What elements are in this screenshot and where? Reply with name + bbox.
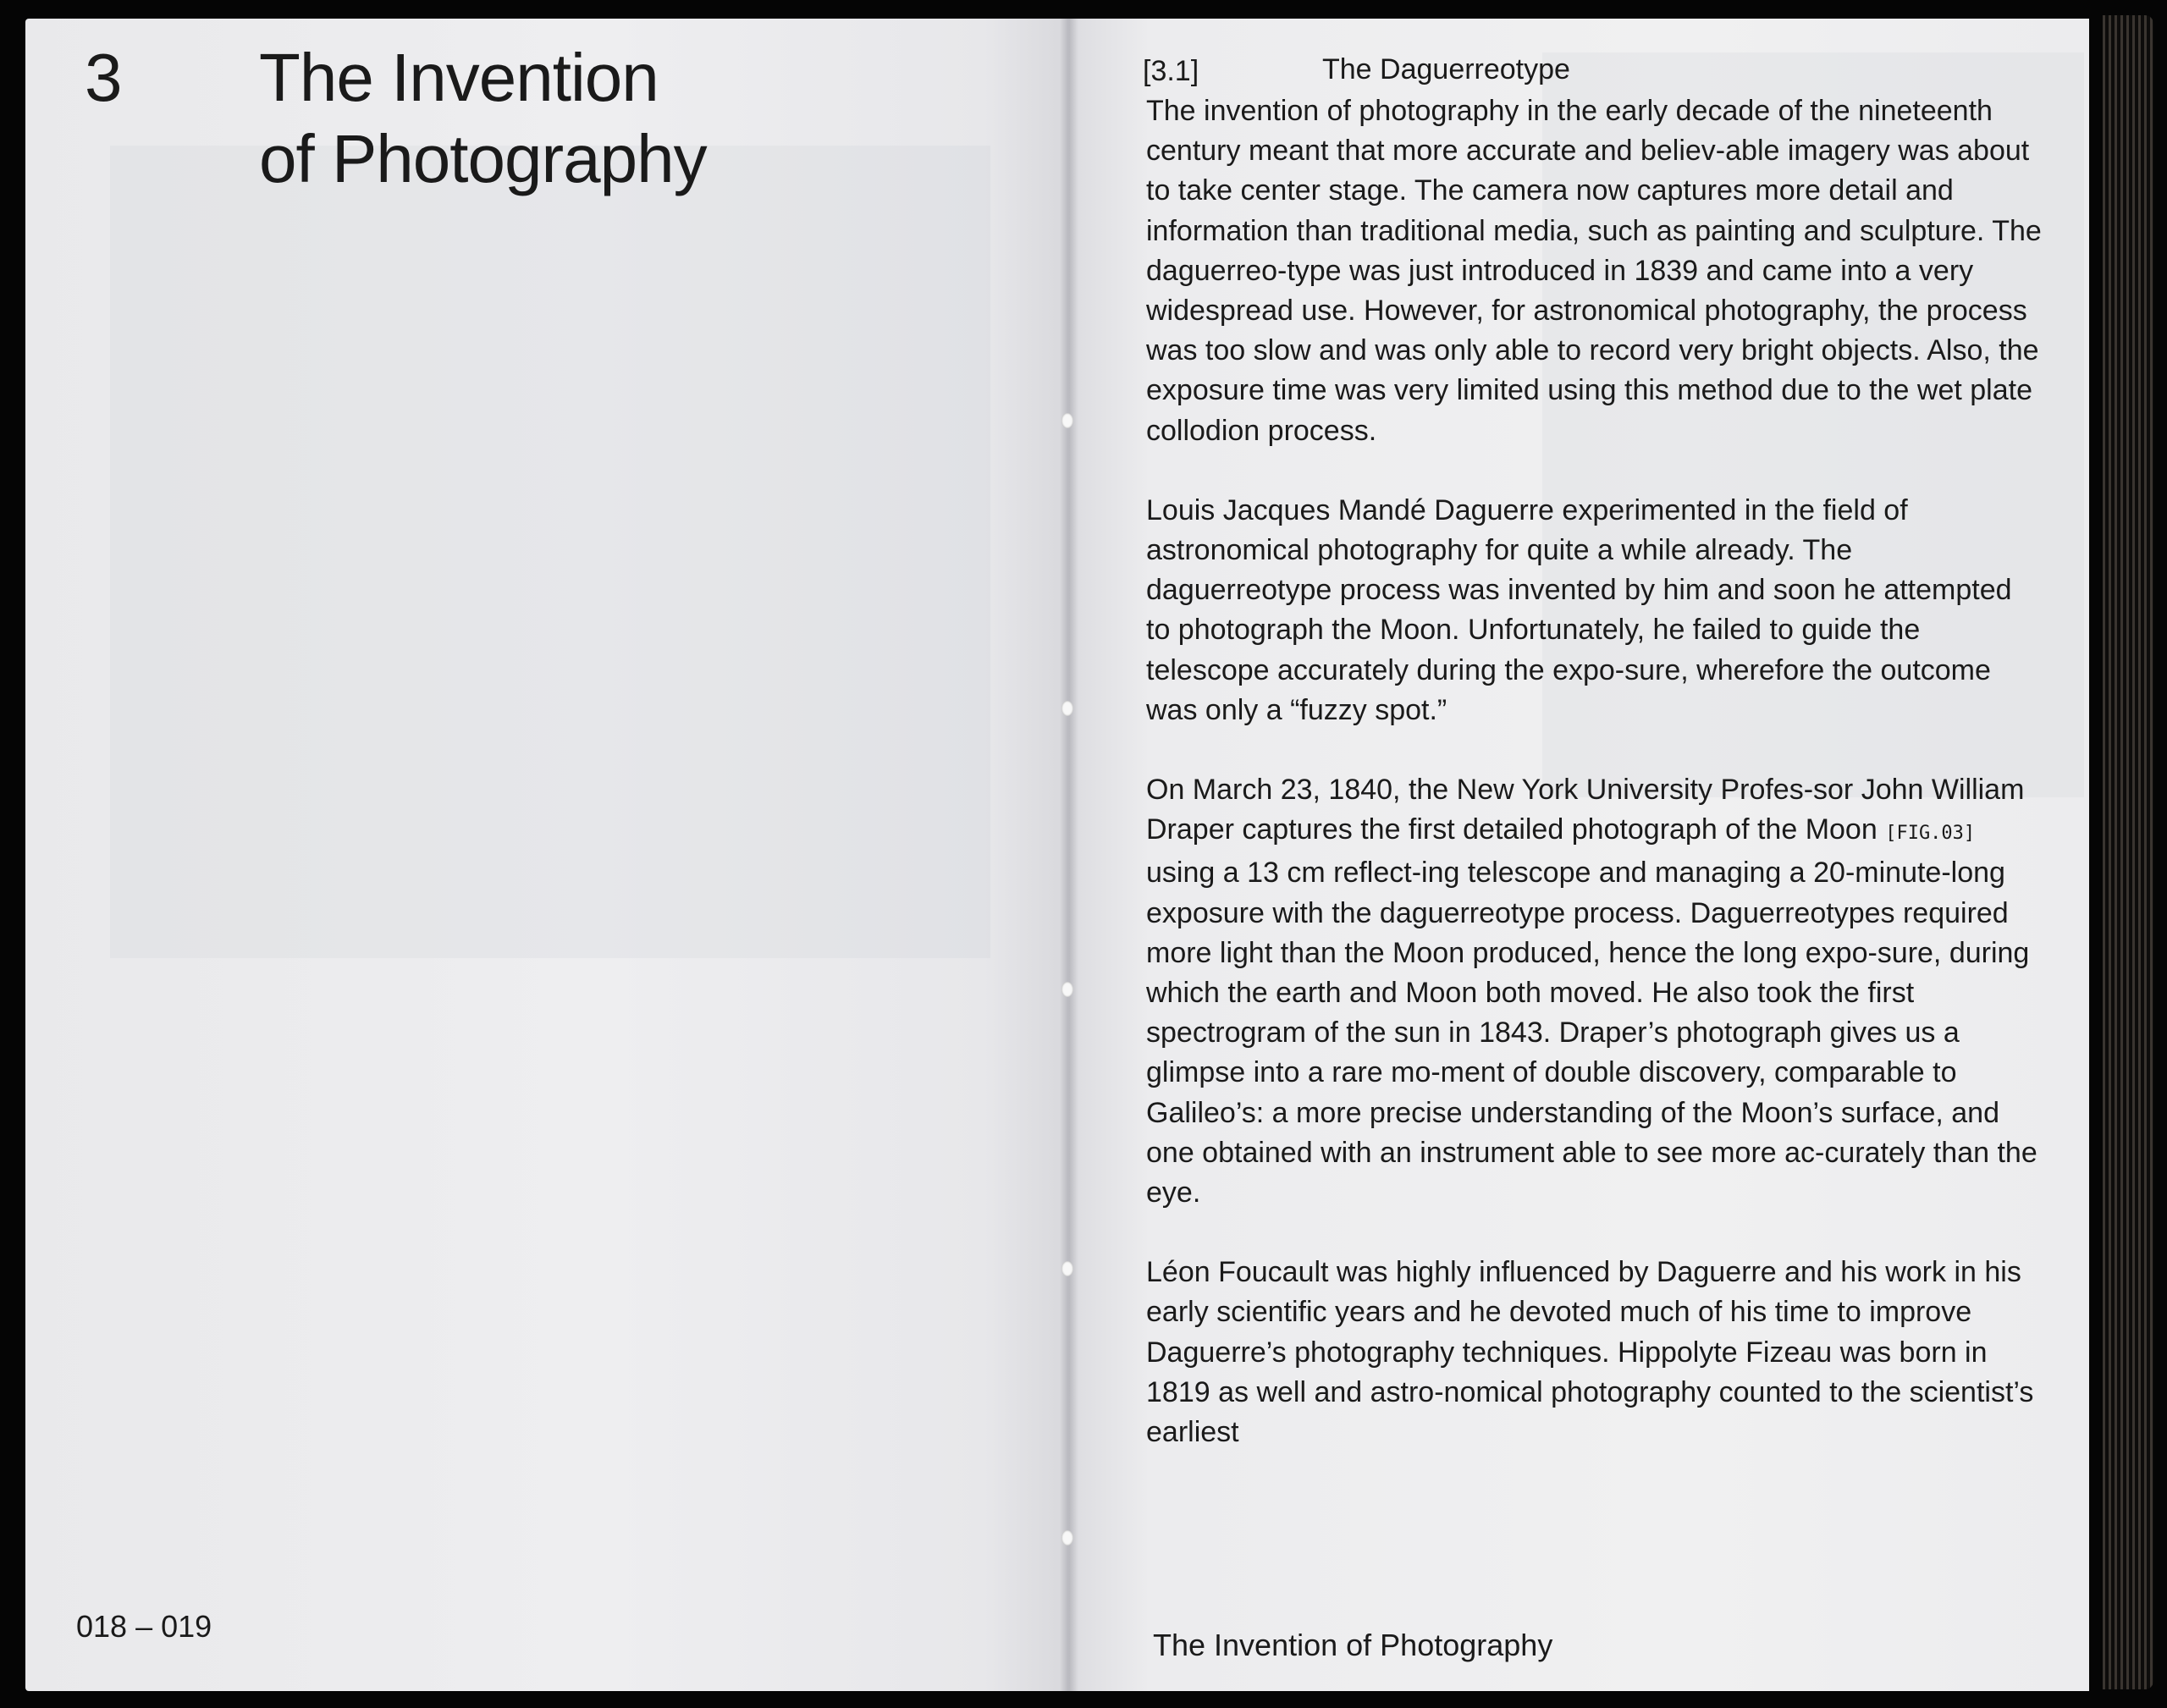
binding-hole [1061,701,1073,716]
section-title: The Daguerreotype [1322,53,1570,85]
chapter-title-line1: The Invention [259,40,659,115]
show-through-text [102,967,982,1000]
binding-hole [1061,982,1073,997]
binding-hole [1061,1530,1073,1545]
paragraph-daguerreotype-intro: The invention of photography in the early decade of the nineteenth century meant that more accurate and believ-able imagery was about to take center stage. The camera now captures more detail and information than traditional media, such as painting and sculpture. The daguerreo-type was just introduced in 1839 and came into a very widespread use. However, for astronomical photography, the process was too slow and was only able to record very bright objects. Also, the exposure time was very limited using this method due to the wet plate collodion process. [1146,95,2042,447]
paragraph-draper-end: using a 13 cm reflect-ing telescope and managing a 20-minute-long exposure with the daguerreotype process. Daguerreotypes required more light than the Moon produced, hence the long expo-sure, during which the earth and Moon both moved. He also took the first spectrogram of the sun in 1843. Draper’s photograph gives us a glimpse into a rare mo-ment of double discovery, comparable to Galileo’s: a more precise understanding of the Moon’s surface, and one obtained with an instrument able to see more ac-curately than the eye. [1146,857,2037,1209]
chapter-title [259,37,852,200]
page-number-range: 018 – 019 [76,1609,212,1644]
paragraph-draper [1146,770,2043,1213]
book-spine [1060,19,1078,1691]
chapter-number: 3 [85,40,122,115]
show-through-image [110,146,990,958]
paragraph-daguerre: Louis Jacques Mandé Daguerre experimented in the field of astronomical photography for quite a while already. The daguerreotype process was invented by him and soon he attempted to photograph the Moon. Unfortunately, he failed to guide the telescope accurately during the expo-sure, wherefore the outcome was only a “fuzzy spot.” [1146,493,2012,726]
binding-hole [1061,1261,1073,1276]
left-page [25,19,1068,1691]
page-stack-edge [2103,15,2153,1689]
body-text [1146,91,2043,1452]
paragraph-foucault: Léon Foucault was highly influenced by Daguerre and his work in his early scientific years and he devoted much of his time to improve Daguerre’s photography techniques. Hippolyte Fizeau was born in 1819 as well and astro-nomical photography counted to the scientist’s earliest [1146,1256,2034,1449]
chapter-title-line2: of Photography [259,121,707,196]
section-number: [3.1] [1143,55,1199,87]
running-footer: The Invention of Photography [1153,1628,1553,1662]
figure-reference: [FIG.03] [1885,823,1976,845]
paragraph-draper-start: On March 23, 1840, the New York University Profes-sor John William Draper captures the first detailed photograph of the Moon [1146,774,2025,846]
binding-hole [1061,413,1073,428]
